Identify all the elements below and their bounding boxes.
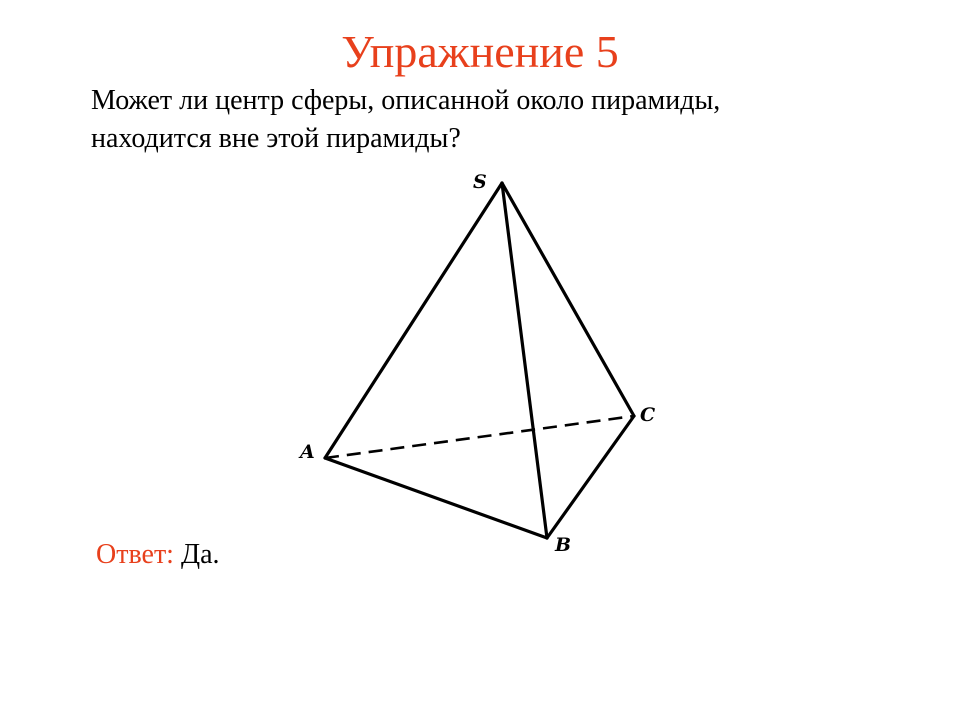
edge-sa — [325, 183, 502, 458]
edge-ac — [325, 416, 634, 458]
question-line-2: находится вне этой пирамиды? — [91, 123, 461, 154]
edge-sc — [502, 183, 634, 416]
answer-label: Ответ: — [96, 539, 174, 570]
vertex-label-c: C — [640, 404, 656, 426]
vertex-label-b: B — [555, 534, 572, 556]
edge-sb — [502, 183, 547, 538]
question-line-1: Может ли центр сферы, описанной около пирамиды, — [91, 85, 721, 116]
edge-ab — [325, 458, 547, 538]
slide-title: Упражнение 5 — [341, 26, 619, 77]
answer-value: Да. — [173, 539, 220, 570]
edge-bc — [547, 416, 634, 538]
vertex-label-s: S — [473, 171, 487, 193]
answer — [96, 536, 220, 574]
vertex-label-a: A — [300, 441, 315, 463]
